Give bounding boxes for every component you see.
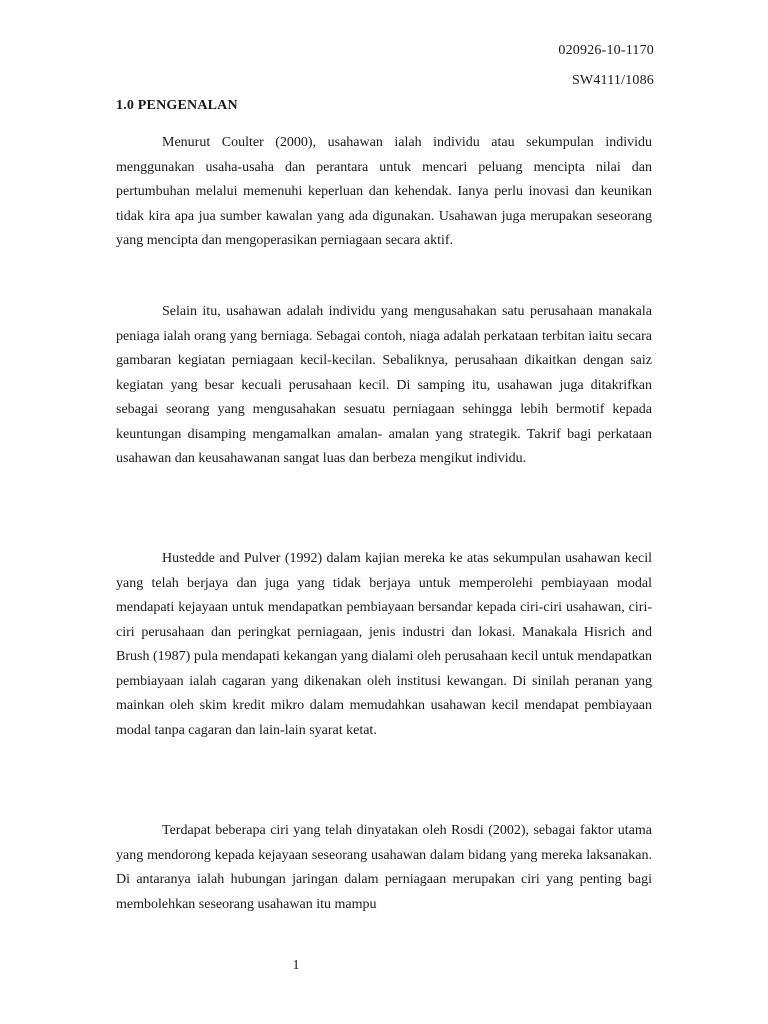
- course-code: SW4111/1086: [571, 73, 654, 88]
- section-heading: 1.0 PENGENALAN: [116, 98, 238, 113]
- page-number: 1: [292, 958, 300, 973]
- paragraph: Terdapat beberapa ciri yang telah dinyatakan oleh Rosdi (2002), sebagai faktor utama yang mendorong kepada kejayaan seseorang usahawan dalam bidang yang mereka laksanakan. Di antaranya ialah hubungan jaringan dalam perniagaan merupakan ciri yang penting bagi membolehkan seseorang usahawan itu mampu: [116, 823, 652, 912]
- student-id: 020926-10-1170: [558, 43, 654, 58]
- paragraph: Hustedde and Pulver (1992) dalam kajian mereka ke atas sekumpulan usahawan kecil yang telah berjaya dan juga yang tidak berjaya untuk memperolehi pembiayaan modal mendapati kejayaan untuk mendapatkan pembiayaan bersandar kepada ciri-ciri usahawan, ciri-ciri perusahaan dan peringkat perniagaan, jenis industri dan lokasi. Manakala Hisrich and Brush (1987) pula mendapati kekangan yang dialami oleh perusahaan kecil untuk mendapatkan pembiayaan ialah cagaran yang dikenakan oleh institusi kewangan. Di sinilah peranan yang mainkan oleh skim kredit mikro dalam memudahkan usahawan kecil mendapat pembiayaan modal tanpa cagaran dan lain-lain syarat ketat.: [116, 551, 652, 738]
- paragraph: Selain itu, usahawan adalah individu yang mengusahakan satu perusahaan manakala peniaga ialah orang yang berniaga. Sebagai contoh, niaga adalah perkataan terbitan iaitu secara gambaran kegiatan perniagaan kecil-kecilan. Sebaliknya, perusahaan dikaitkan dengan saiz kegiatan yang besar kecuali perusahaan kecil. Di samping itu, usahawan juga ditakrifkan sebagai seorang yang mengusahakan sesuatu perniagaan sehingga lebih bermotif kepada keuntungan disamping mengamalkan amalan- amalan yang strategik. Takrif bagi perkataan usahawan dan keusahawanan sangat luas dan berbeza mengikut individu.: [116, 304, 652, 466]
- paragraph: Menurut Coulter (2000), usahawan ialah individu atau sekumpulan individu menggunakan usaha-usaha dan perantara untuk mencari peluang mencipta nilai dan pertumbuhan melalui memenuhi keperluan dan kehendak. Ianya perlu inovasi dan keunikan tidak kira apa jua sumber kawalan yang ada digunakan. Usahawan juga merupakan seseorang yang mencipta dan mengoperasikan perniagaan secara aktif.: [116, 135, 652, 248]
